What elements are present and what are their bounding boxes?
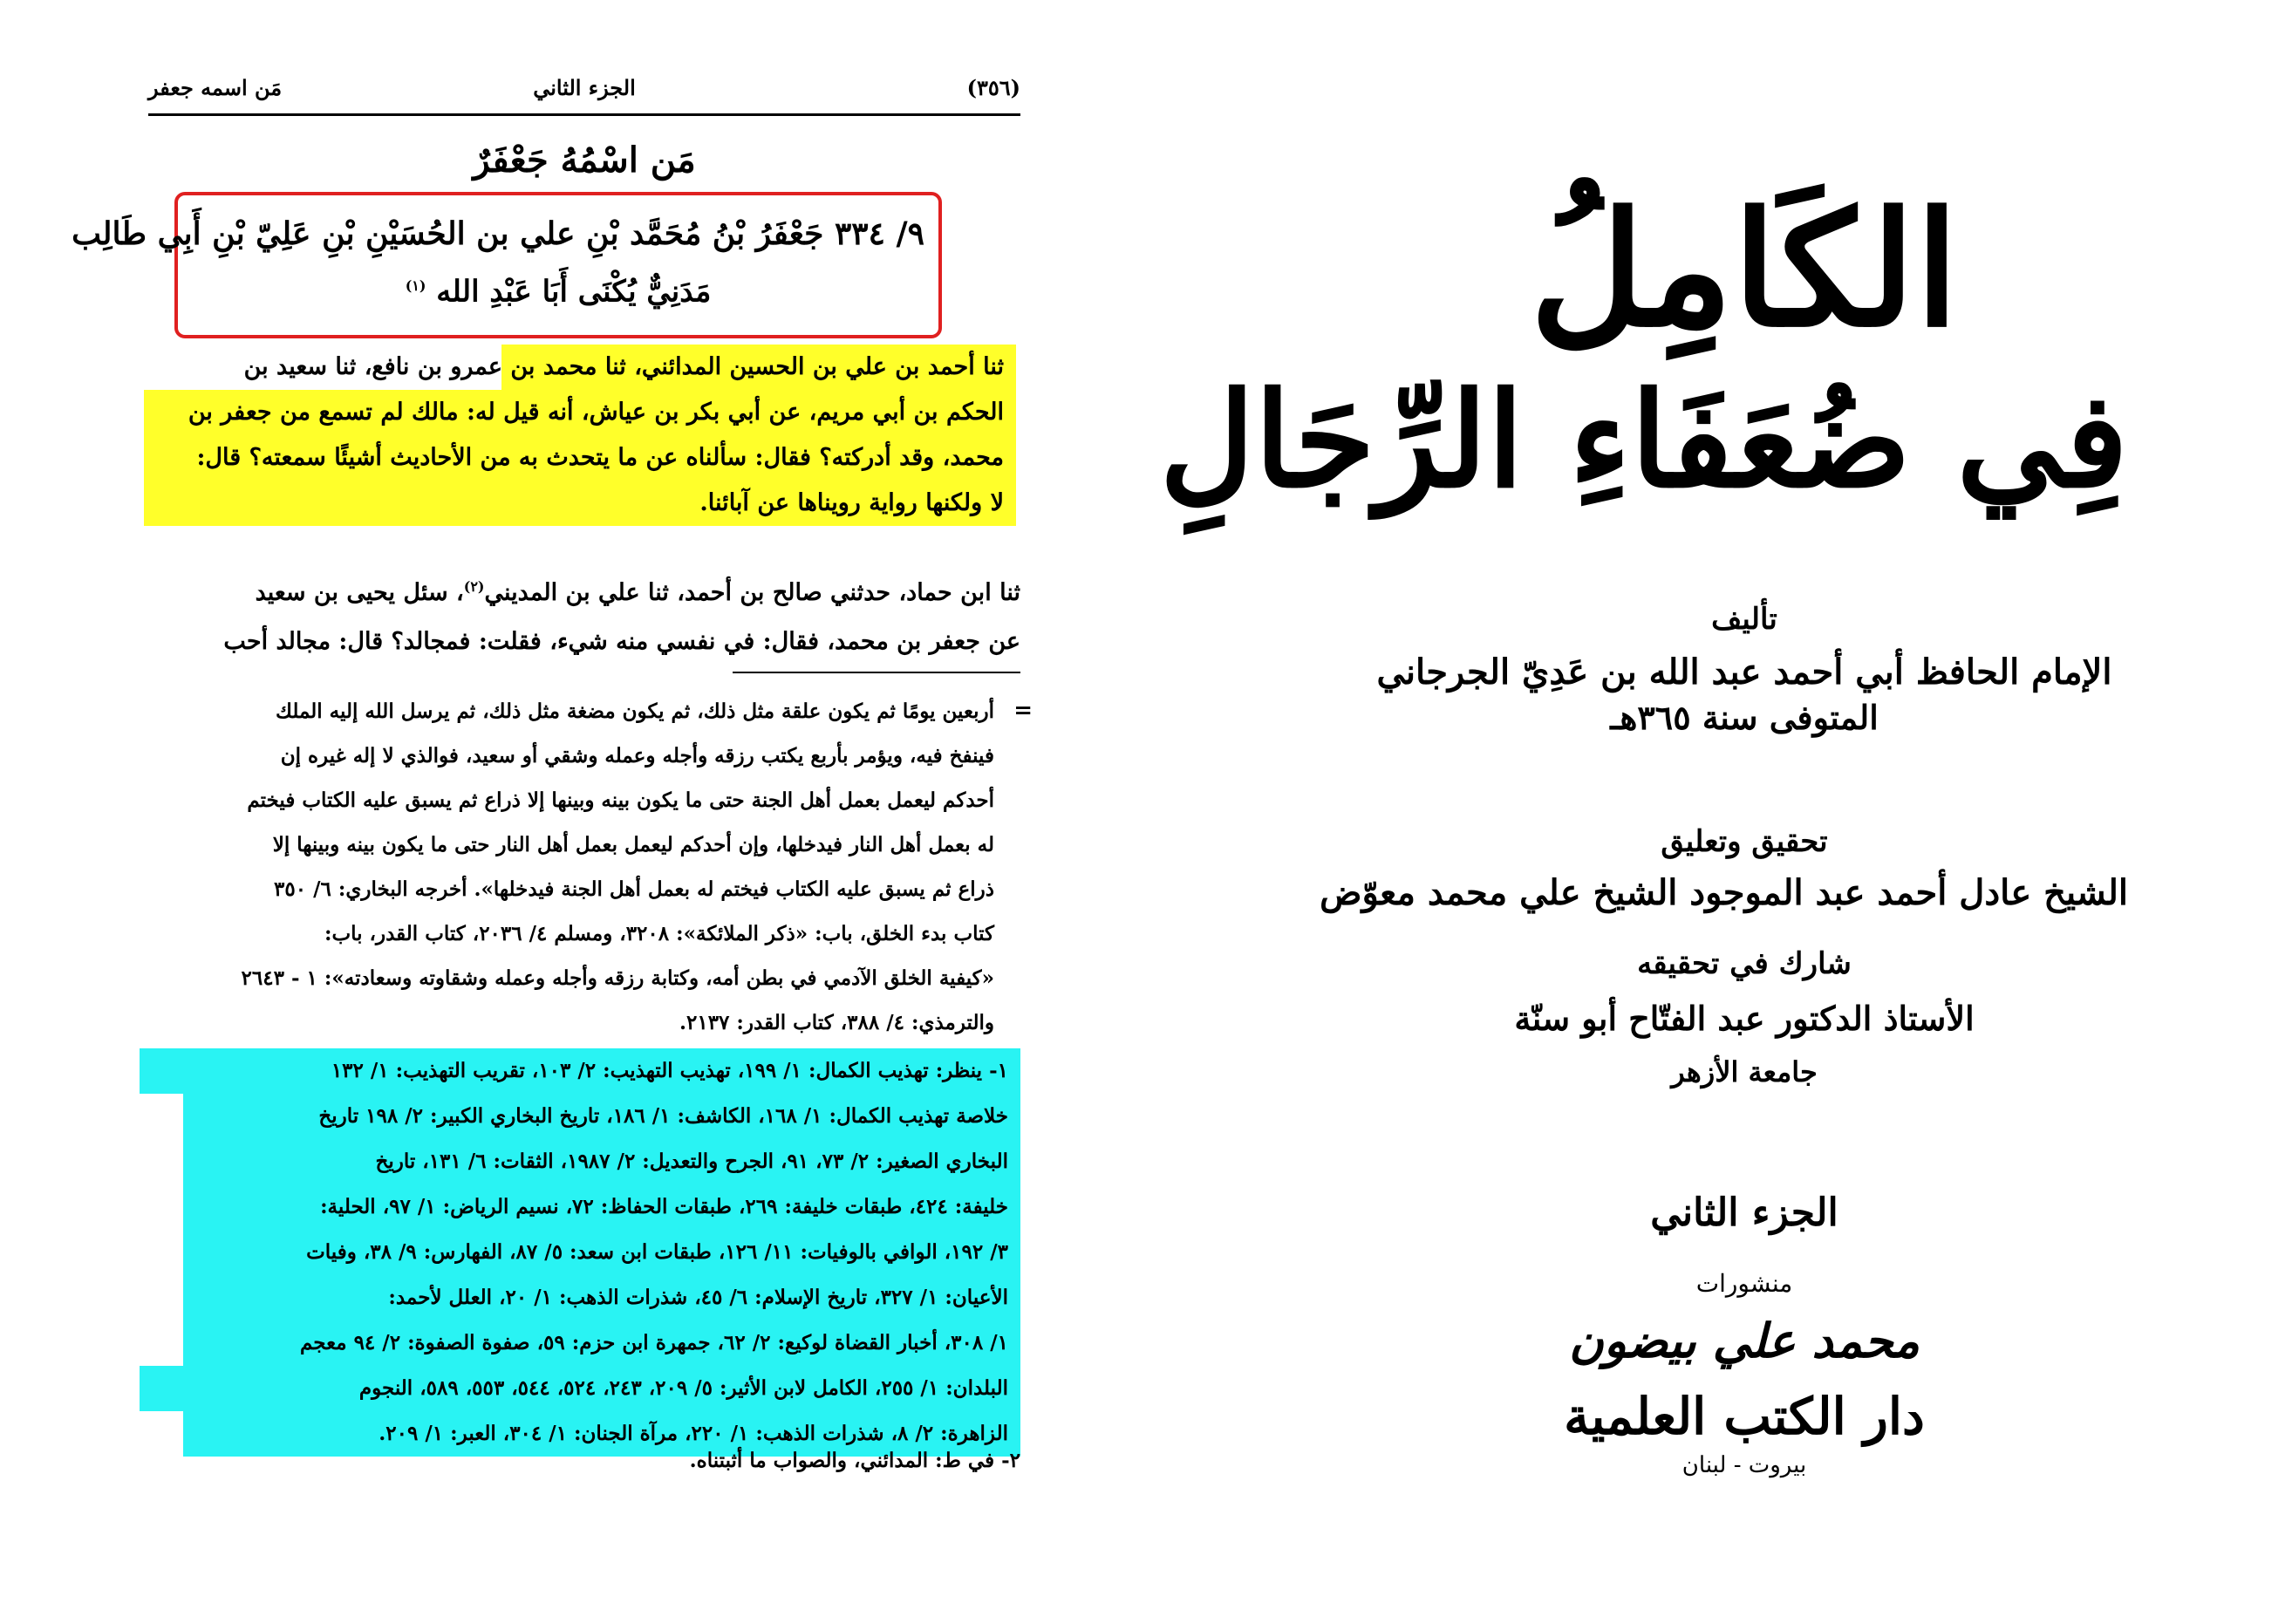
reference-line: البلدان: ١/ ٢٥٥، الكامل لابن الأثير: ٥/ ٢٠٩، ٢٤٣، ٥٢٤، ٥٤٤، ٥٥٣، ٥٨٩، النجوم xyxy=(140,1366,1020,1411)
authorship-label: تأليف xyxy=(1711,602,1777,637)
reference-line: ٣/ ١٩٢، الوافي بالوفيات: ١١/ ١٢٦، طبقات ابن سعد: ٥/ ٨٧، الفهارس: ٩/ ٣٨، وفيات xyxy=(183,1230,1020,1275)
narration-line xyxy=(148,563,1020,618)
co-editing-label: شارك في تحقيقه xyxy=(1637,946,1852,981)
footnote-line: أحدكم ليعمل بعمل أهل الجنة حتى ما يكون بينه وبينها إلا ذراع ثم يسبق عليه الكتاب فيختم xyxy=(247,788,994,812)
reference-line: خلاصة تهذيب الكمال: ١/ ١٦٨، الكاشف: ١/ ١٨٦، تاريخ البخاري الكبير: ٢/ ١٩٨ تاريخ xyxy=(183,1094,1020,1139)
entry-kunya: مَدَنِيٌّ يُكْنَى أَبَا عَبْدِ الله xyxy=(436,274,712,310)
section-title: مَن اسْمُهُ جَعْفَرٌ xyxy=(473,140,696,181)
text-page xyxy=(72,61,1033,1509)
entry-heading-line2 xyxy=(192,260,924,317)
author-death-date: المتوفى سنة ٣٦٥هـ xyxy=(1610,698,1879,737)
narration-text: ، سئل يحيى بن سعيد xyxy=(255,579,464,606)
reference-line: ١- ينظر: تهذيب الكمال: ١/ ١٩٩، تهذيب التهذيب: ٢/ ١٠٣، تقريب التهذيب: ١/ ١٣٢ xyxy=(140,1048,1020,1094)
highlight-line: ثنا أحمد بن علي بن الحسين المدائني، ثنا محمد بن عمرو بن نافع، ثنا سعيد بن xyxy=(501,345,1016,390)
highlight-line: الحكم بن أبي مريم، عن أبي بكر بن عياش، أنه قيل له: مالك لم تسمع من جعفر بن xyxy=(144,390,1016,435)
continued-footnote xyxy=(148,689,994,1045)
title-page xyxy=(1159,0,2128,1624)
narration-line: عن جعفر بن محمد، فقال: في نفسي منه شيء، فقلت: فمجالد؟ قال: مجالد أحب xyxy=(223,628,1020,655)
publisher-signature: محمد علي بيضون xyxy=(1569,1313,1920,1368)
footnote-2: ٢- في ط: المدائني، والصواب ما أثبتناه. xyxy=(689,1449,1020,1472)
highlight-line: محمد، وقد أدركته؟ فقال: سألناه عن ما يتحدث به من الأحاديث أشيئًا سمعته؟ قال: xyxy=(144,435,1016,481)
footnote-line: كتاب بدء الخلق، باب: «ذكر الملائكة»: ٣٢٠٨، ومسلم ٤/ ٢٠٣٦، كتاب القدر، باب: xyxy=(324,922,994,945)
co-editor: الأستاذ الدكتور عبد الفتّاح أبو سنّة xyxy=(1514,999,1975,1038)
footnote-line: أربعين يومًا ثم يكون علقة مثل ذلك، ثم يكون مضغة مثل ذلك، ثم يرسل الله إليه الملك xyxy=(275,699,994,723)
continuation-marker: = xyxy=(1013,698,1033,724)
footnote-line: له بعمل أهل النار فيدخلها، وإن أحدكم ليعمل بعمل أهل النار حتى ما يكون بينه وبينها إلا xyxy=(272,833,994,856)
university: جامعة الأزهر xyxy=(1671,1055,1818,1088)
book-title: الكَامِلُ xyxy=(1530,178,1959,362)
footnote-separator xyxy=(733,672,1020,673)
volume-part: الجزء الثاني xyxy=(1650,1191,1838,1235)
reference-line: البخاري الصغير: ٢/ ٧٣، ٩١، الجرح والتعديل: ٢/ ١٩٨٧، الثقات: ٦/ ١٣١، تاريخ xyxy=(183,1139,1020,1184)
narration-text: ثنا ابن حماد، حدثني صالح بن أحمد، ثنا علي بن المديني xyxy=(484,579,1020,606)
narration-paragraph xyxy=(148,563,1020,666)
running-head xyxy=(148,75,1020,119)
editing-label: تحقيق وتعليق xyxy=(1661,824,1828,859)
publisher-city: بيروت - لبنان xyxy=(1681,1452,1807,1478)
reference-line: ١/ ٣٠٨، أخبار القضاة لوكيع: ٢/ ٦٢، جمهرة ابن حزم: ٥٩، صفوة الصفوة: ٢/ ٩٤ معجم xyxy=(183,1320,1020,1366)
publishing-house-logo: دار الكتب العلمية xyxy=(1564,1387,1925,1446)
entry-heading-line1: ٩/ ٣٣٤ جَعْفَرُ بْنُ مُحَمَّد بْنِ علي بن الحُسَيْنِ بْنِ عَلِيّ بْنِ أَبِي طَالِب xyxy=(72,215,924,252)
footnote-line: ذراع ثم يسبق عليه الكتاب فيختم له بعمل أهل الجنة فيدخلها». أخرجه البخاري: ٦/ ٣٥٠ xyxy=(274,877,994,901)
running-section: مَن اسمه جعفر xyxy=(148,75,283,100)
editors: الشيخ عادل أحمد عبد الموجود الشيخ علي محمد معوّض xyxy=(1320,872,2128,913)
author-name: الإمام الحافظ أبي أحمد عبد الله بن عَدِيّ الجرجاني xyxy=(1376,652,2112,693)
footnote-line: «كيفية الخلق الآدمي في بطن أمه، وكتابة رزقه وأجله وعمله وشقاوته وسعادته»: ١ - ٢٦٤٣ xyxy=(241,966,994,990)
reference-line: خليفة: ٤٢٤، طبقات خليفة: ٢٦٩، طبقات الحفاظ: ٧٢، نسيم الرياض: ١/ ٩٧، الحلية: xyxy=(183,1184,1020,1230)
book-subtitle: فِي ضُعَفَاءِ الرِّجَالِ xyxy=(1159,364,2128,517)
highlight-line: لا ولكنها رواية رويناها عن آبائنا. xyxy=(144,481,1016,526)
reference-line: الزاهرة: ٢/ ٨، شذرات الذهب: ١/ ٢٢٠، مرآة الجنان: ١/ ٣٠٤، العبر: ١/ ٢٠٩. xyxy=(183,1411,1020,1457)
header-rule xyxy=(148,113,1020,116)
reference-line: الأعيان: ١/ ٣٢٧، تاريخ الإسلام: ٦/ ٤٥، شذرات الذهب: ١/ ٢٠، العلل لأحمد: xyxy=(183,1275,1020,1320)
entry-heading-box xyxy=(72,192,942,338)
running-part: الجزء الثاني xyxy=(533,75,636,100)
publications-label: منشورات xyxy=(1695,1269,1793,1298)
footnote-ref-2: (٢) xyxy=(463,578,485,595)
page-number: (٣٥٦) xyxy=(966,75,1020,100)
footnote-line: فينفخ فيه، ويؤمر بأربع يكتب رزقه وأجله وعمله وشقي أو سعيد، فوالذي لا إله غيره إن xyxy=(280,744,994,768)
footnote-ref-1: (١) xyxy=(405,277,426,294)
footnote-line: والترمذي: ٤/ ٣٨٨، كتاب القدر: ٢١٣٧. xyxy=(679,1011,994,1034)
